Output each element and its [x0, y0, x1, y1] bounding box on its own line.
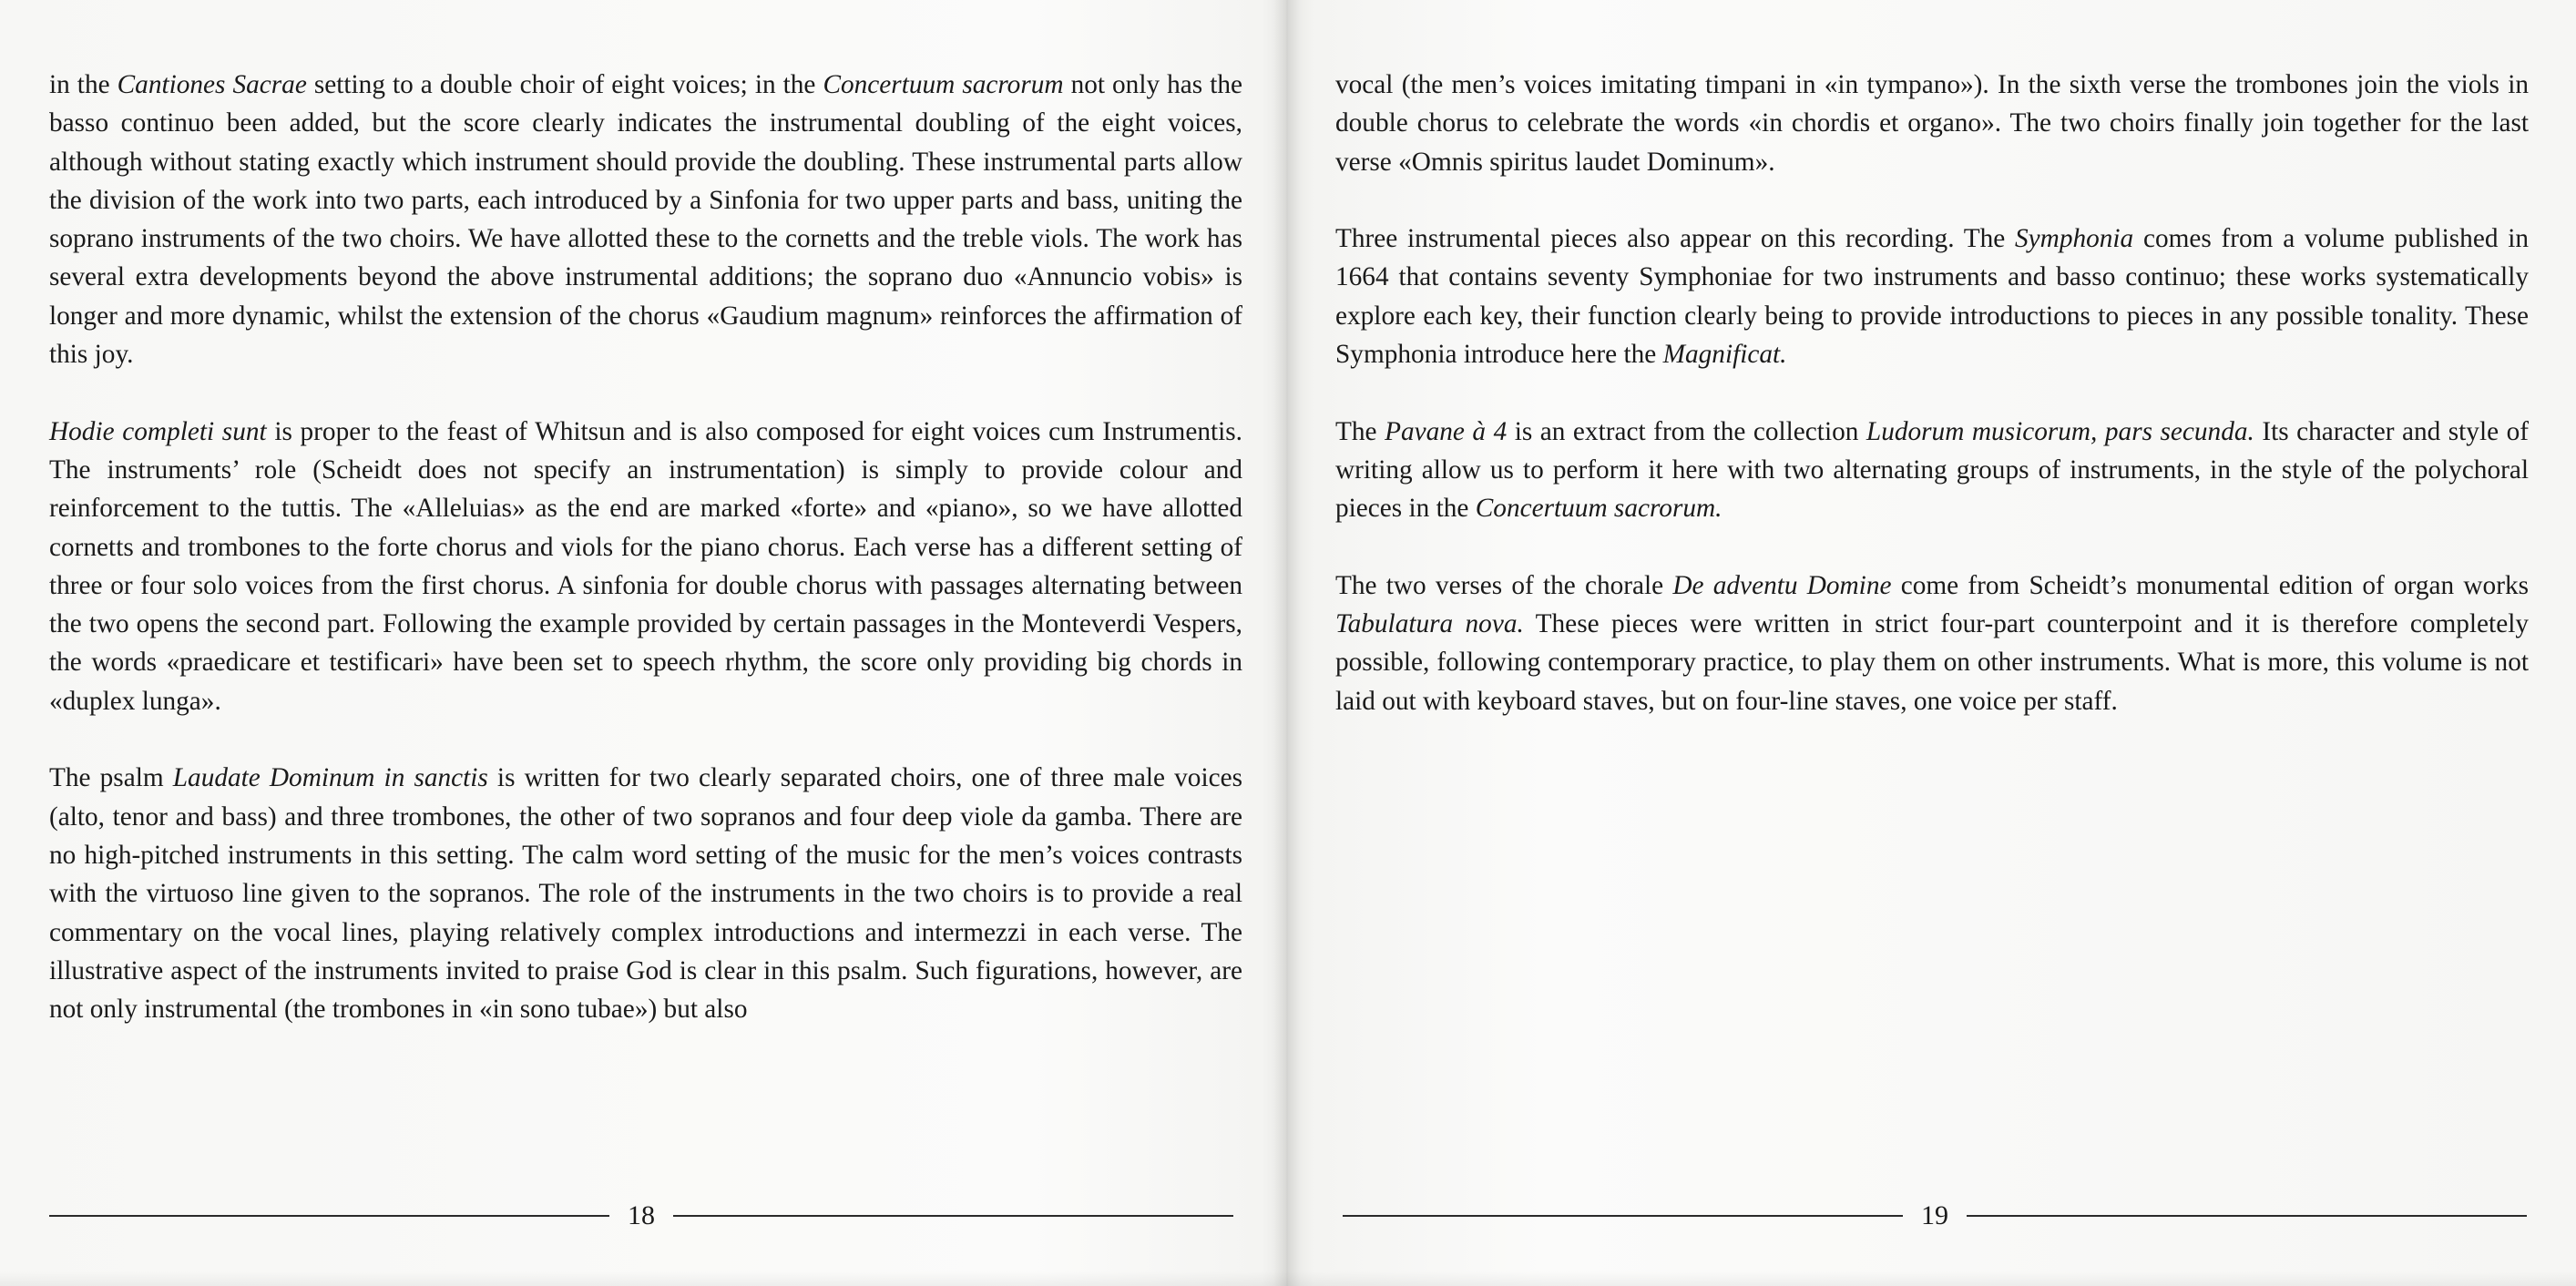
paragraph [49, 759, 1242, 1028]
right-page-footer [1343, 1200, 2527, 1231]
paragraph [1335, 219, 2529, 373]
body-text: not only has the basso continuo been added, but the score clearly indicates the instrumental doubling of the eight voices, although without stating exactly which instrument should provide the doubling. These instrumental parts allow the division of the work into two parts, each introduced by a Sinfonia for two upper parts and bass, uniting the soprano instruments of the two choirs. We have allotted these to the cornetts and the treble viols. The work has several extra developments beyond the above instrumental additions; the soprano duo «Annuncio vobis» is longer and more dynamic, whilst the extension of the chorus «Gaudium magnum» reinforces the affirmation of this joy. [49, 70, 1242, 370]
footer-rule-right [1967, 1215, 2527, 1217]
left-page-footer [49, 1200, 1233, 1231]
italic-title-text: Concertuum sacrorum [823, 70, 1064, 99]
body-text: These pieces were written in strict four-part counterpoint and it is therefore completely possible, following contemporary practice, to play them on other instruments. What is more, this volume is not laid out with keyboard staves, but on four-line staves, one voice per staff. [1335, 609, 2529, 716]
body-text: come from Scheidt’s monumental edition of organ works [1891, 570, 2530, 600]
italic-title-text: Magnificat. [1662, 340, 1787, 370]
body-text: is an extract from the collection [1507, 416, 1866, 446]
paragraph [1335, 413, 2529, 528]
body-text: is proper to the feast of Whitsun and is also composed for eight voices cum Instrumentis. The instruments’ role (Scheidt does not specify an instrumentation) is simply to provide colour and reinforcement to the tuttis. The «Alleluias» as the end are marked «forte» and «piano», so we have allotted cornetts and trombones to the forte chorus and viols for the piano chorus. Each verse has a different setting of three or four solo voices from the first chorus. A sinfonia for double chorus with passages alternating between the two opens the second part. Following the example provided by certain passages in the Monteverdi Vespers, the words «praedicare et testificari» have been set to speech rhythm, the score only providing big chords in «duplex lunga». [49, 416, 1242, 716]
body-text: setting to a double choir of eight voices; in the [306, 70, 823, 99]
footer-rule-left [1343, 1215, 1903, 1217]
page-number: 19 [1921, 1200, 1948, 1230]
footer-rule-right [673, 1215, 1233, 1217]
italic-title-text: Symphonia [2015, 224, 2134, 254]
body-text: The two verses of the chorale [1335, 570, 1673, 600]
right-page-body [1335, 66, 2529, 720]
body-text: Its character and style of writing allow us to perform it here with two alternating groups of instruments, in the style of the polychoral pieces in the [1335, 416, 2530, 524]
body-text: The psalm [49, 763, 173, 793]
italic-title-text: Concertuum sacrorum. [1475, 494, 1722, 524]
italic-title-text: Cantiones Sacrae [117, 70, 307, 99]
italic-title-text: Hodie completi sunt [49, 416, 267, 446]
italic-title-text: De adventu Domine [1672, 570, 1892, 600]
italic-title-text: Laudate Dominum in sanctis [172, 763, 488, 793]
left-page [0, 0, 1286, 1286]
body-text: in the [49, 70, 118, 99]
right-page [1290, 0, 2576, 1286]
body-text: The [1335, 416, 1385, 446]
body-text: vocal (the men’s voices imitating timpani in «in tympano»). In the sixth verse the trombones join the viols in double chorus to celebrate the words «in chordis et organo». The two choirs finally join together for the last verse «Omnis spiritus laudet Dominum». [1335, 70, 2529, 177]
page-bottom-edge [0, 1271, 2576, 1286]
body-text: Three instrumental pieces also appear on this recording. The [1335, 224, 2016, 254]
paragraph [49, 66, 1242, 373]
paragraph [1335, 566, 2529, 720]
italic-title-text: Ludorum musicorum, pars secunda. [1866, 416, 2254, 446]
body-text: is written for two clearly separated choirs, one of three male voices (alto, tenor and bass) and three trombones, the other of two sopranos and four deep viole da gamba. There are no high-pitched instruments in this setting. The calm word setting of the music for the men’s voices contrasts with the virtuoso line given to the sopranos. The role of the instruments in the two choirs is to provide a real commentary on the vocal lines, playing relatively complex introductions and intermezzi in each verse. The illustrative aspect of the instruments invited to praise God is clear in this psalm. Such figurations, however, are not only instrumental (the trombones in «in sono tubae») but also [49, 763, 1242, 1025]
footer-rule-left [49, 1215, 609, 1217]
body-text: comes from a volume published in 1664 that contains seventy Symphoniae for two instruments and basso continuo; these works systematically explore each key, their function clearly being to provide introductions to pieces in any possible tonality. These Symphonia introduce here the [1335, 224, 2529, 370]
italic-title-text: Tabulatura nova. [1335, 609, 1524, 639]
page-number: 18 [628, 1200, 655, 1230]
paragraph [1335, 66, 2529, 181]
left-page-body [49, 66, 1242, 1028]
italic-title-text: Pavane à 4 [1385, 416, 1508, 446]
paragraph [49, 413, 1242, 720]
